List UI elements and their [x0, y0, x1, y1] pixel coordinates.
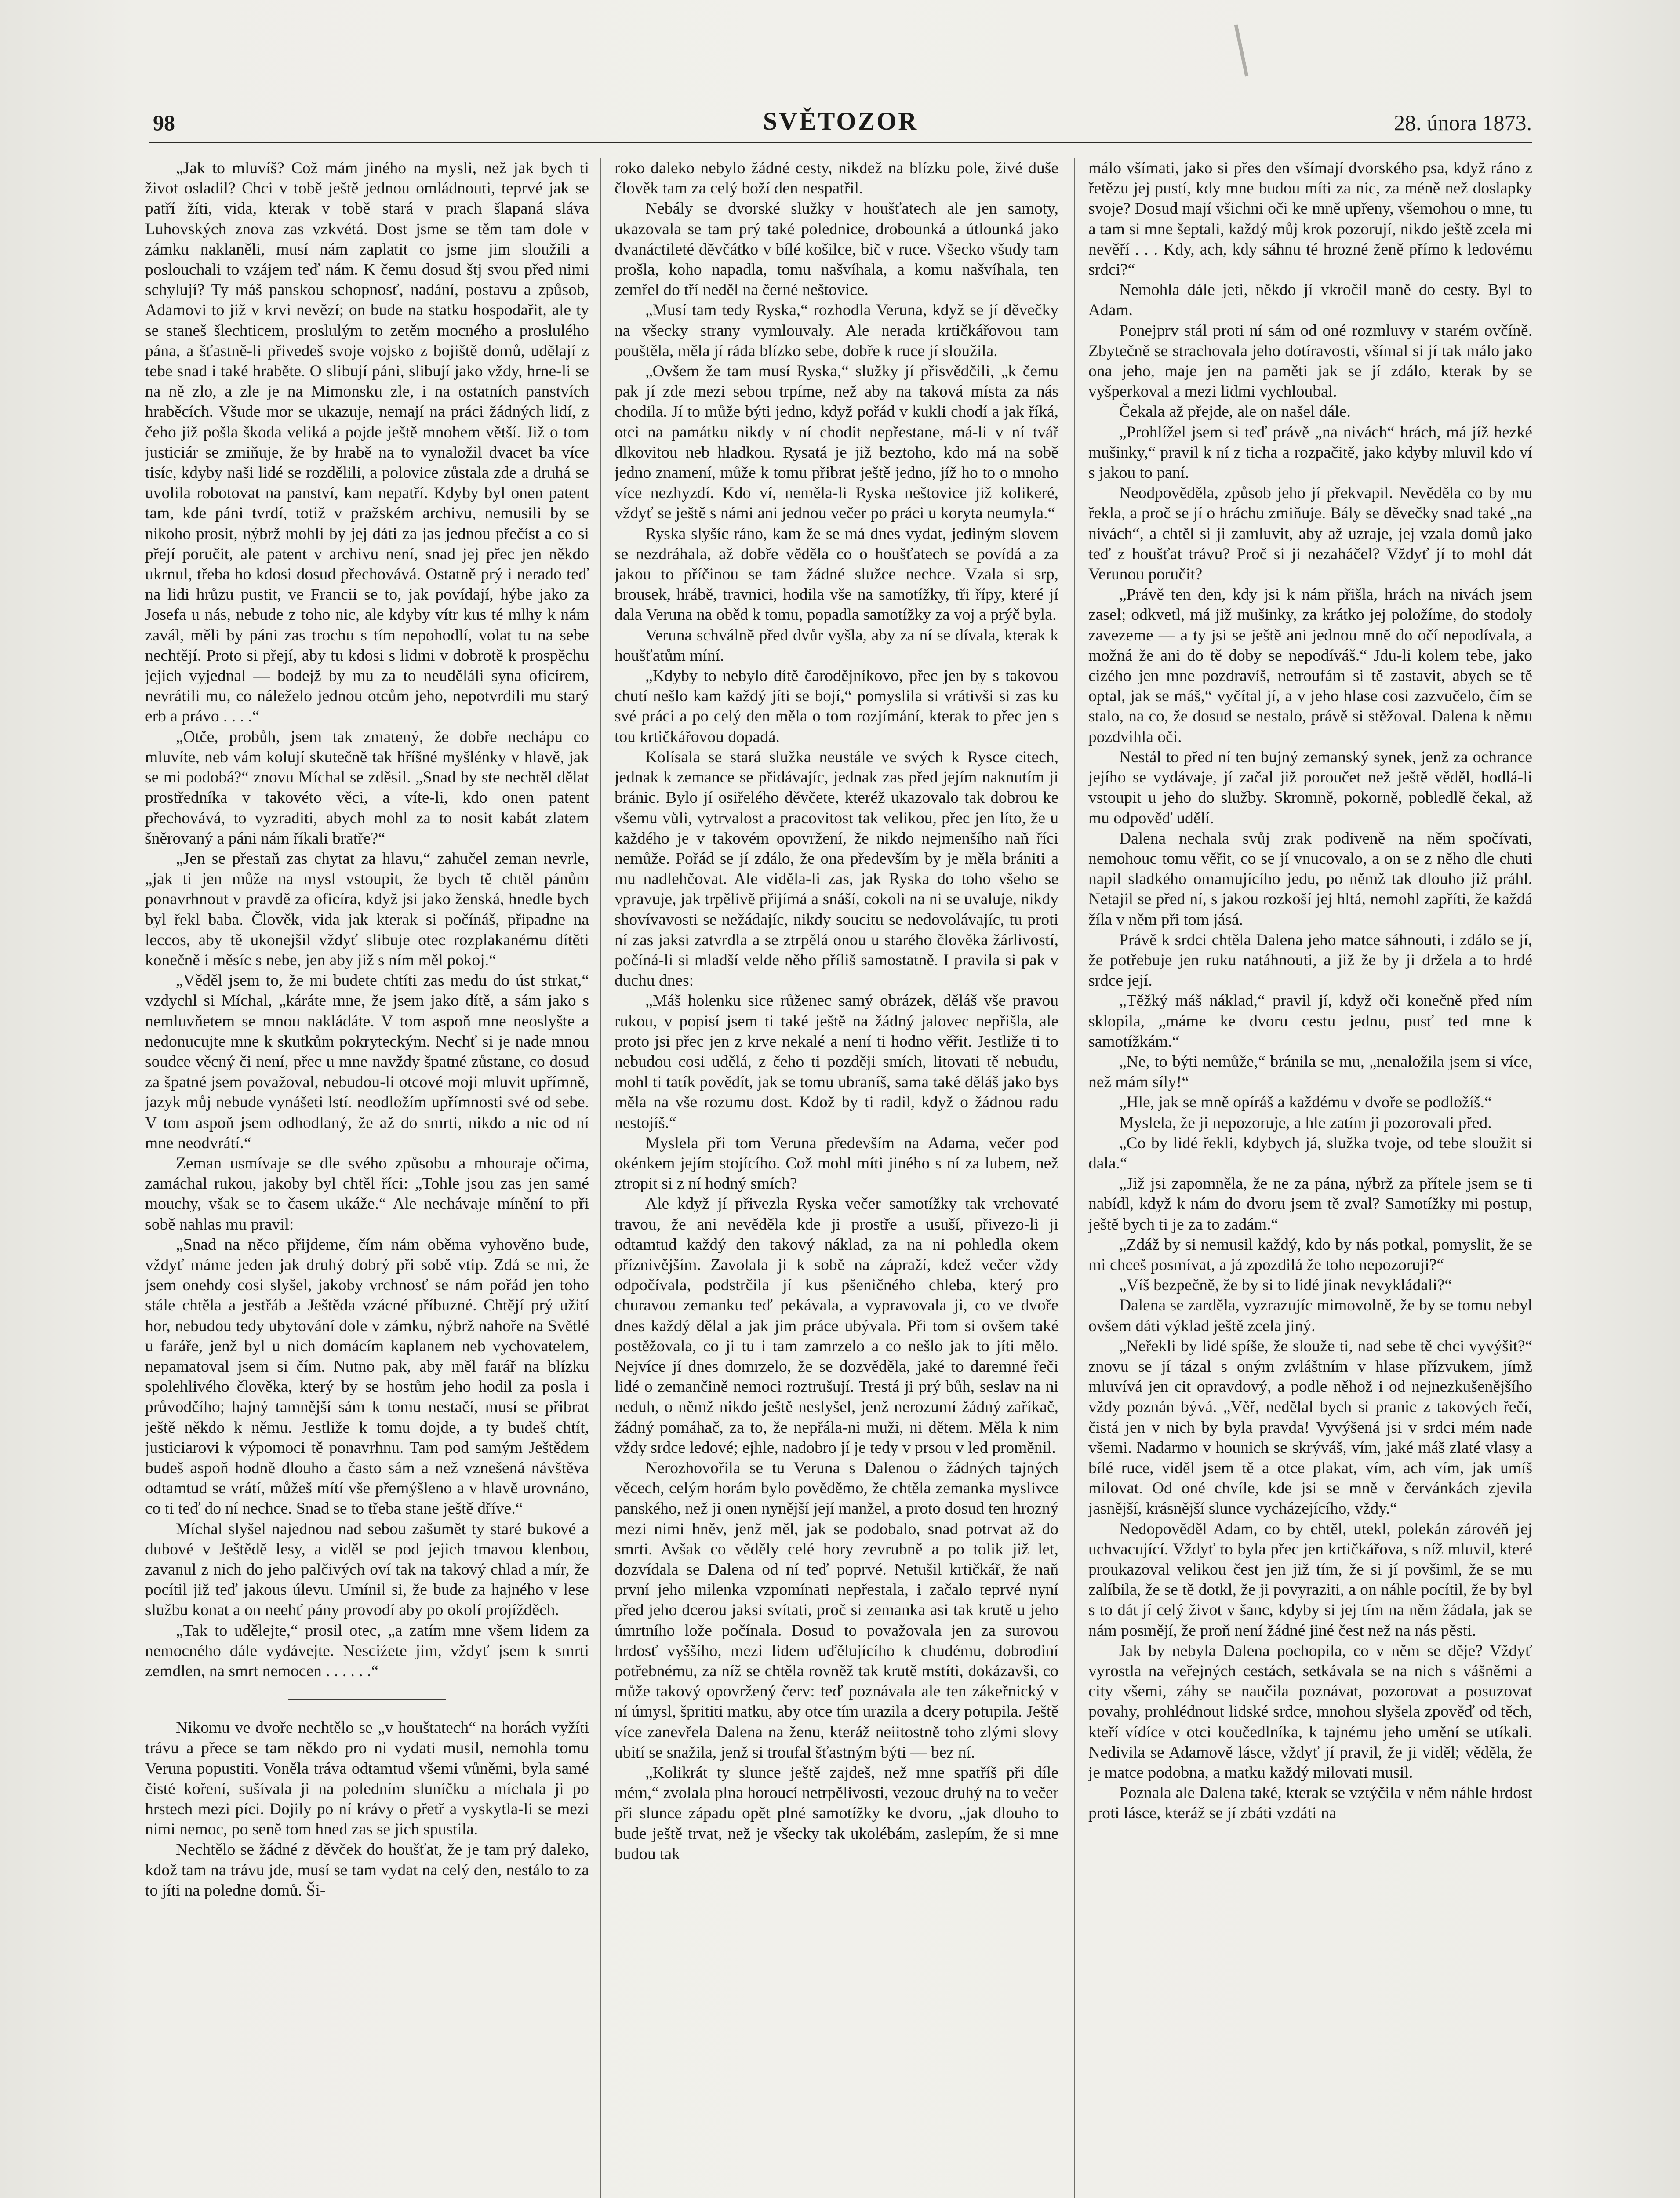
paragraph: „Máš holenku sice růženec samý obrázek, děláš vše pravou rukou, v popisí jsem ti také ještě na žádný jalovec nepřišla, ale proto jsi přec jen z krve nekalé a není ti hodno věřit. Jestliže ti to nebudou cosi udělá, z čeho ti později smích, litovati tě nebudu, mohl ti tatík povědít, jak se tomu ubraníš, sama také děláš jako bys měla na vše rozumu dost. Kdož by ti radil, když o žádnou radu nestojíš.“ [615, 992, 1058, 1132]
paragraph: „Co by lidé řekli, kdybych já, služka tvoje, od tebe sloužit si dala.“ [1088, 1134, 1532, 1172]
text-column-1 [145, 158, 589, 2198]
paragraph: Míchal slyšel najednou nad sebou zašumět ty staré bukové a dubové v Ještědě lesy, a viděl se pod jejich tmavou klenbou, zavanul z nich do jeho palčivých oví tak na takový chlad a mír, že pocítil již teď jakous úlevu. Umínil si, že bude za hajného v lese službu konat a on neehť pány provodí aby po okolí projížděch. [145, 1520, 589, 1619]
column-divider [600, 158, 601, 2198]
header-rule [149, 142, 1532, 143]
text-column-3 [1088, 158, 1532, 2198]
paragraph: „Víš bezpečně, že by si to lidé jinak nevykládali?“ [1119, 1276, 1452, 1295]
paragraph: Dalena se zarděla, vyzrazujíc mimovolně, že by se tomu nebyl ovšem dáti výklad ještě zcela jiný. [1088, 1296, 1532, 1335]
paragraph: „Tak to udělejte,“ prosil otec, „a zatím mne všem lidem za nemocného dále vydávejte. Nesciźete jim, vždyť jsem k smrti zemdlen, na smrt nemocen . . . . . .“ [145, 1621, 589, 1681]
paragraph: „Jen se přestaň zas chytat za hlavu,“ zahučel zeman nevrle, „jak ti jen může na mysl vstoupit, že bych tě chtěl pánům ponavrhnout v pravdě za oficíra, když jsi jako ženská, hnedle bych byl řekl baba. Člověk, vida jak kterak si počínáš, připadne na leccos, aby tě ukonejšil vždyť slibuje otec rozplakanému dítěti konečně i měsíc s nebe, jen aby již s ním měl pokoj.“ [145, 849, 589, 969]
page-number: 98 [153, 110, 175, 135]
paragraph: „Musí tam tedy Ryska,“ rozhodla Veruna, když se jí děvečky na všecky strany vymlouvaly. Ale neradа krtičkářovou tam pouštěla, měla jí ráda blízko sebe, dobře k ruce jí sloužila. [615, 301, 1058, 360]
periodical-title: SVĚTOZOR [763, 107, 919, 135]
paragraph: „Snad na něco přijdeme, čím nám oběma vyhověno bude, vždyť máme jeden jak druhý dobrý při sobě vtip. Zdá se mi, že jsem onehdy cosi slyšel, jakoby vrchnosť se nám pořád jen toho stále chtěla a jestřáb a Ještěda vzácné příbuzné. Chtějí prý užití hor, nebudou tedy ubytování dole v zámku, nýbrž nahoře na Světlé u faráře, jenž byl u nich domácím kaplanem neb vychovatelem, nepamatoval jsem si čím. Nutno pak, aby měl farář na blízku spolehlivého člověka, který by se hostům jeho hodil za posla i průvodčího; hajný tamnější sám k tomu nestačí, musí se přibrat ještě někdo k němu. Jestliže k tomu dojde, a ty budeš chtít, justiciarovi k výpomoci tě ponavrhnu. Tam pod samým Ještědem budeš aspoň hodně dlouho a často sám a než vznešená návštěva odtamtud se vrátí, můžeš mítí vše přemýšleno a v hlavě urovnáno, co ti teď do ní nechce. Snad se to třeba stane ještě dříve.“ [145, 1235, 589, 1518]
paragraph: Ale když jí přivezla Ryska večer samotížky tak vrchovaté travou, že ani nevěděla kde ji prostře a usuší, přivezo-li ji odtamtud každý den takový náklad, za na ni pohledla okem příznivějším. Zavolala ji k sobě na zápraží, kdež večer vždy odpočívala, podstrčila jí kus pšeničného chleba, který pro churavou zemanku teď pekávala, a vypravovala ji, co ve dvoře dnes každý dělal a jak jim práce ubývala. Při tom si ovšem také postěžovala, co ji tu i tam zamrzelo a co nešlo jak to jíti mělo. Nejvíce jí dnes domrzelo, že se dozvěděla, jaké to daremné řeči lidé o zemančině nemoci roztrušují. Trestá ji prý bůh, seslav na ni neduh, o němž nikdo ještě neslyšel, jenž nerozumí žádný zaříkač, žádný pomáhač, za to, že nepřála-ni muži, ni dětem. Měla k nim vždy srdce ledové; ejhle, nadobro jí je tedy v prsou v led proměnil. [615, 1195, 1058, 1457]
paragraph: Myslela při tom Veruna především na Adama, večer pod okénkem jejím stojícího. Což mohl míti jiného s ní za lubem, než ztropit si z ní hodný smích? [615, 1134, 1058, 1193]
paragraph: Nedopověděl Adam, co by chtěl, utekl, polekán zárovéň jej uchvacující. Vždyť to byla přec jen krtičkářova, s níž mluvil, které proukazoval velikou čest jen již tím, že si jí povšiml, že se mu zalíbila, že se tě dotkl, že ji povyraziti, a on náhle pocítil, že by byl s to dát jí celý život v šanc, kdyby si jej tím na něm žádala, jak se nám posmějí, že proň není žádné jiné čest než na nás pěsti. [1088, 1520, 1532, 1640]
paragraph: Nebály se dvorské služky v houšťatech ale jen samoty, ukazovala se tam prý také polednice, drobounká a útlounká jako dvanáctileté děvčátko v bílé košilce, bič v ruce. Všecko všudy tam prošla, koho napadla, tomu našvíhala, a komu našvíhala, ten zemřel do tří neděl na černé neštovice. [615, 200, 1058, 299]
paragraph: Kolísala se stará služka neustále ve svých k Rysce citech, jednak k zemance se přidávajíc, jednak zas před jejím naknutím ji bránic. Bylo jí osiřelého děvčete, kteréž ukazovalo tak dobrou ke všemu vůli, vytrvalost a pracovitost tak velikou, přec jen líto, že u každého je v takovém opovržení, že nikdo nejmenšího naň říci nemůže. Pořád se jí zdálo, že ona především by je měla brániti a mu nadlehčovat. Ale viděla-li zas, jak Ryska do toho všeho se vpravuje, jak trpělivě přijímá a snáší, cokoli na ni se uvaluje, nikdy shovívavosti se nežádajíc, nikdy soucitu se nedovolávajíc, tu proti ní zas jaksi zatvrdla a se ztrpělá onou u starého člověka žárlivostí, počíná-li si mladší velde něho příliš samostatně. I pravila si pak v duchu dnes: [615, 748, 1058, 990]
paragraph: „Ovšem že tam musí Ryska,“ služky jí přisvědčili, „k čemu pak jí zde mezi sebou trpíme, než aby na taková místa za nás chodila. Jí to může býti jedno, když pořád v kukli chodí a jak říká, otci na památku nikdy v ní chodit nepřestane, má-li v ní tvář dlkovitou neb hladkou. Rysatá je již beztoho, kdo má na sobě jedno znamení, může k tomu přibrat ještě jedno, jíž ho to o mnoho více nezhyzdí. Kdo ví, neměla-li Ryska neštovice již kolikeré, vždyť se ještě s námi ani jednou večer po práci u koryta neumyla.“ [615, 362, 1058, 523]
paragraph: Nerozhovořila se tu Veruna s Dalenou o žádných tajných věcech, celým horám bylo pověděmo, že chtěla zemanka myslivce panského, než ji onen nynější její manžel, a proto dosud ten hrozný mezi nimi hněv, jenž měl, jak se podobalo, snad potrvat až do smrti. Avšak co věděly celé hory zevrubně a po tolik již let, dozvídala se Dalena od ní teď poprvé. Netušil krtičkář, že naň první jeho milenka vzpomínati nepřestala, i začalo teprvé nyní před jeho dcerou jaksi svítati, proč si zemanka asi tak krutě u jeho úmrtního lože počínala. Dosud to považovala jen za surovou hrdosť vyššího, mezi lidem uďělujícího k chudému, dobrodiní potřebnému, za níž se chtěla rovněž tak krutě mstíti, dokázavši, co může takový opovržený červ: teď poznávala ale ten zákeřnický v ní úmysl, šprititi matku, aby otce tím urazila a dcery potupila. Ještě více zanevřela Dalena na ženu, kteráž neiitostně toho zlými slovy ubití se snažila, jenž si troufal šťastným býti — bez ní. [615, 1459, 1058, 1761]
paragraph: „Prohlížel jsem si teď právě „na nivách“ hrách, má jíž hezké mušinky,“ pravil k ní z ticha a rozpačitě, jako kdyby mluvil kdo ví s jakou to paní. [1088, 423, 1532, 482]
paragraph: Poznala ale Dalena také, kterak se vztýčila v něm náhle hrdost proti lásce, kteráž se jí zbáti vzdáti na [1088, 1784, 1532, 1823]
paragraph: Právě k srdci chtěla Dalena jeho matce sáhnouti, i zdálo se jí, že potřebuje jen ruku natáhnouti, a již že by ji držela a to hrdé srdce její. [1088, 931, 1532, 990]
paragraph: Zeman usmívaje se dle svého způsobu a mhouraje očima, zamáchal rukou, jakoby byl chtěl říci: „Tohle jsou zas jen samé mouchy, však se to časem ukáže.“ Ale nechávaje mínění to při sobě nahlas mu pravil: [145, 1154, 589, 1234]
page-tear-mark [1234, 24, 1249, 76]
paragraph: Nestál to před ní ten bujný zemanský synek, jenž za ochrance jejího se vydávaje, jí začal již poroučet než ještě věděl, hodlá-li vstoupit u jeho do služby. Skromně, pokorně, pobledlě čekal, až mu odpověď udělí. [1088, 748, 1532, 827]
paragraph: roko daleko nebylo žádné cesty, nikdež na blízku pole, živé duše člověk tam za celý boží den nespatřil. [615, 159, 1058, 198]
paragraph: Veruna schválně před dvůr vyšla, aby za ní se dívala, kterak k houšťatům míní. [615, 626, 1058, 665]
paragraph: „Kolikrát ty slunce ještě zajdeš, než mne spatříš při díle mém,“ zvolala plna horoucí netrpělivosti, vezouc druhý na to večer při slunce západu opět plné samotížky ke dvoru, „jak dlouho to bude ještě trvat, než je všecky tak ukolébám, zaslepím, že si mne budou tak [615, 1764, 1058, 1863]
paragraph: „Jak to mluvíš? Což mám jiného na mysli, než jak bych ti život osladil? Chci v tobě ještě jednou omládnouti, teprvé jak se patří žíti, vida, kterak v tobě stará v prach šlapaná sláva Luhovských znova zas vzkvétá. Dost jsme se těm tam dole v zámku naklaněli, musí nám zaplatit co jsme jim sloužili a poslouchali to vzájem teď nám. K čemu dosud štj svou před nimi schylují? Ty máš panskou schopnosť, nadání, postavu a způsob, Adamovi to již v krvi nevězí; on bude na statku hospodařit, ale ty se staneš šlechticem, proslulým to zetěm mocného a proslulého pána, a šťastně-li přivedeš svoje vojsko z bojiště domů, udělají z tebe snad i také hraběte. O slibují páni, slibují jako vždy, hrne-li se na ně zlo, a zle je na Mimonsku zle, i na ostatních panstvích hraběcích. Všude mor se ukazuje, nemají na práci žádných lidí, z čeho již pošla škoda veliká a pojde ještě mnohem větší. Již o tom justiciár se zmiňuje, že by hrabě na to vynaložil dvacet ba více tisíc, kdyby naši lidé se rozdělili, a polovice zůstala zde a druhá se uvolila robotovat na panství, kam nepatří. Kdyby byl onen patent tam, kde páni tvrdí, totiž v pražském archivu, nemusili by se nikoho prosit, nýbrž mohli by jej dáti za jas jednou přečíst a co si přejí poručit, ale patent v archivu není, snad jej přec jen někdo ukrnul, třeba ho kdosi dosud přechovává. Ostatně prý i nerado teď na lidi hrůzu pustit, ve Francii se to, jak povídají, hýbe jako za Josefa u nás, nebude z toho nic, ale kdyby vítr kus té mlhy k nám zavál, měli by páni zas trochu s tím nepohodlí, volat tu na sebe nechtějí. Proto si přejí, aby tu kdosi s lidmi v dobrotě k prospěchu jejich vyjednal — bodejž by mu za to neuděláli syna oficírem, nevrátili mu, co náleželo jednou otcům jeho, nepotvrdili mu starý erb a právo . . . .“ [145, 159, 589, 726]
paragraph: „Zdáž by si nemusil každý, kdo by nás potkal, pomyslit, že se mi chceš posmívat, a já zpozdilá že toho nepozoruji?“ [1088, 1235, 1532, 1274]
paragraph: Čekala až přejde, ale on našel dále. [1119, 403, 1351, 421]
paragraph: Nikomu ve dvoře nechtělo se „v houštatech“ na horách vyžíti trávu a přece se tam někdo pro ni vydati musil, nemohla tomu Veruna popustiti. Voněla tráva odtamtud všemi vůněmi, byla samé čisté koření, sušívala ji na poledním sluníčku a míchala ji po hrstech mezi píci. Dojily po ní krávy o přetř a vyskytla-li se mezi nimi nemoc, po seně tom hned zas se jich spustila. [145, 1719, 589, 1839]
paragraph: „Těžký máš náklad,“ pravil jí, když oči konečně před ním sklopila, „máme ke dvoru cestu jednu, pusť ted mne k samotížkám.“ [1088, 992, 1532, 1051]
paragraph: „Kdyby to nebylo dítě čarodějníkovo, přec jen by s takovou chutí nešlo kam každý jíti se bojí,“ pomyslila si vrátivši si zas ku své práci a po celý den měla o tom rozjímání, kterak to přec jen s tou krtičkářovou dopadá. [615, 667, 1058, 746]
page-header [149, 102, 1532, 142]
paragraph: „Neřekli by lidé spíše, že slouže ti, nad sebe tě chci vyvýšit?“ znovu se jí tázal s oným zvláštním v hlase přízvukem, jímž mluvívá jen cit opravdový, a podle něhož i od nejnezkušenějšího vždy poznán bývá. „Věř, nedělal bych si pranic z takových řečí, čistá jen v nich by byla pravda! Vyvýšená jsi v srdci mém nade všemi. Nadarmo v hounich se skrýváš, vím, jaké máš zlaté vlasy a bílé ruce, viděl jsem tě a otce plakat, vím, ach vím, jak umíš milovat. Od oné chvíle, kde jsi se mně v červánkách zjevila jasnější, krásnější slunce vycházejícího, vždy.“ [1088, 1337, 1532, 1518]
paragraph: „Již jsi zapomněla, že ne za pána, nýbrž za přítele jsem se ti nabídl, když k nám do dvoru jsem tě zval? Samotížky mi postup, ještě bych ti je za to zadám.“ [1088, 1175, 1532, 1234]
paragraph: „Věděl jsem to, že mi budete chtíti zas medu do úst strkat,“ vzdychl si Míchal, „káráte mne, že jsem jako dítě, a sám jako s nemluvňetem se mnou nakládáte. V tom aspoň mne neoslyšte a nedonucujte mne k skutkům pokryteckým. Nechť si je nade mnou soudce věcný či není, přec u mne navždy špatné zůstane, co dosud za špatné jsem považoval, nebudou-li otcové moji mluvit upřímně, jazyk můj nebude vynášeti lstí. neodložím upřímnosti své od sebe. V tom aspoň jsem odhodlaný, že až do smrti, nikdo a nic od ní mne neodvrátí.“ [145, 972, 589, 1152]
paragraph: „Ne, to býti nemůže,“ bránila se mu, „nenaložila jsem si více, než mám síly!“ [1088, 1052, 1532, 1092]
paragraph: málo všímati, jako si přes den všímají dvorského psa, když ráno z řetězu jej pustí, kdy mne budou míti za nic, za méně než doslapky svoje? Dosud mají všichni oči ke mně upřeny, všemohou o mne, tu a tam si mne šeptali, každý můj krok pozorují, nikdo ještě zcela mi nevěří . . . Kdy, ach, kdy sáhnu té hrozné ženě přímo k ledovému srdci?“ [1088, 159, 1532, 279]
paragraph: Ryska slyšíc ráno, kam že se má dnes vydat, jediným slovem se nezdráhala, až dobře věděla co o houšťatech se povídá a za jakou to příčinou se tam žádné služce nechce. Vzala si srp, brousek, hrábě, travnici, hodila vše na samotížky, tři řípy, které jí dala Veruna na oběd k tomu, popadla samotížky za voj a prýč byla. [615, 524, 1058, 624]
issue-date: 28. února 1873. [1394, 110, 1532, 135]
paragraph: Jak by nebyla Dalena pochopila, co v něm se děje? Vždyť vyrostla na veřejných cestách, setkávala se na nich s vášněmi a city všemi, záhy se naučila poznávat, pozorovat a posuzovat povahy, prohlédnout lidské srdce, mnohou slyšela zpověď od těch, kteří vídíce v otci koučedlníka, k tajnému jeho umění se utíkali. Nedivila se Adamově lásce, vždyť jí pravil, že ji viděl; věděla, že je matce podobna, a matku každý milovati musil. [1088, 1641, 1532, 1782]
paragraph: Nemohla dále jeti, někdo jí vkročil maně do cesty. Byl to Adam. [1088, 281, 1532, 320]
text-column-2 [615, 158, 1058, 2198]
paragraph: Neodpověděla, způsob jeho jí překvapil. Nevěděla co by mu řekla, a proč se jí o hráchu zmiňuje. Bály se děvečky snad také „na nivách“, a chtěl si ji zamluvit, aby až uzraje, jej vzala domů jako teď z houšťat trávu? Proč si ji nezaháčel? Vždyť jí to mohl dát Verunou poručit? [1088, 484, 1532, 584]
paragraph: Dalena nechala svůj zrak podiveně na něm spočívati, nemohouc tomu věřit, co se jí vnucovalo, a on se z něho dle chuti napil sladkého omamujícího jedu, po němž tak dlouho již práhl. Netajil se před ní, s jakou rozkoší jej hltá, nemohl zapříti, že každá žíla v něm při tom jásá. [1088, 829, 1532, 929]
paragraph: Nechtělo se žádné z děvček do houšťat, že je tam prý daleko, kdož tam na trávu jde, musí se tam vydat na celý den, nestálo to za to jíti na poledne domů. Ši- [145, 1841, 589, 1900]
paragraph: Myslela, že ji nepozoruje, a hle zatím ji pozorovali před. [1119, 1114, 1492, 1132]
paragraph: „Právě ten den, kdy jsi k nám přišla, hrách na nivách jsem zasel; odkvetl, má již mušinky, za krátko jej položíme, do stodoly zavezeme — a ty jsi se ještě ani jednou mně do očí nepodívala, a možná že ani do tě doby se nepodíváš.“ Jdu-li kolem tebe, jako cizého jen mne pozdravíš, netroufám si tě zastavit, abych se tě optal, jak se máš,“ vyčítal jí, a v jeho hlase cosi zazvučelo, čím se stalo, na co, že dosud se nestalo, právě si stěžoval. Dalena k němu pozdvihla oči. [1088, 586, 1532, 746]
paragraph: „Otče, probůh, jsem tak zmatený, že dobře nechápu co mluvíte, neb vám kolují skutečně tak hříšné myšlénky v hlavě, jak se mi podobá?“ znovu Míchal se zděsil. „Snad by ste nechtěl dělat prostředníka v takovéto věci, a víte-li, kdo onen patent přechovává, to vyzraditi, abych mohl za to nosit kabát zlatem šněrovaný a páni nám říkali bratře?“ [145, 728, 589, 848]
paragraph: „Hle, jak se mně opíráš a každému v dvoře se podložíš.“ [1119, 1093, 1492, 1112]
section-separator [288, 1699, 446, 1700]
paragraph: Ponejprv stál proti ní sám od oné rozmluvy v starém ovčíně. Zbytečně se strachovala jeho dotíravosti, všímal si jí tak málo jako ona jeho, maje jen na paměti jak se jí zdálo, kterak by se vyšperkoval a mezi lidmi vychloubal. [1088, 321, 1532, 401]
column-divider [1074, 158, 1075, 2198]
